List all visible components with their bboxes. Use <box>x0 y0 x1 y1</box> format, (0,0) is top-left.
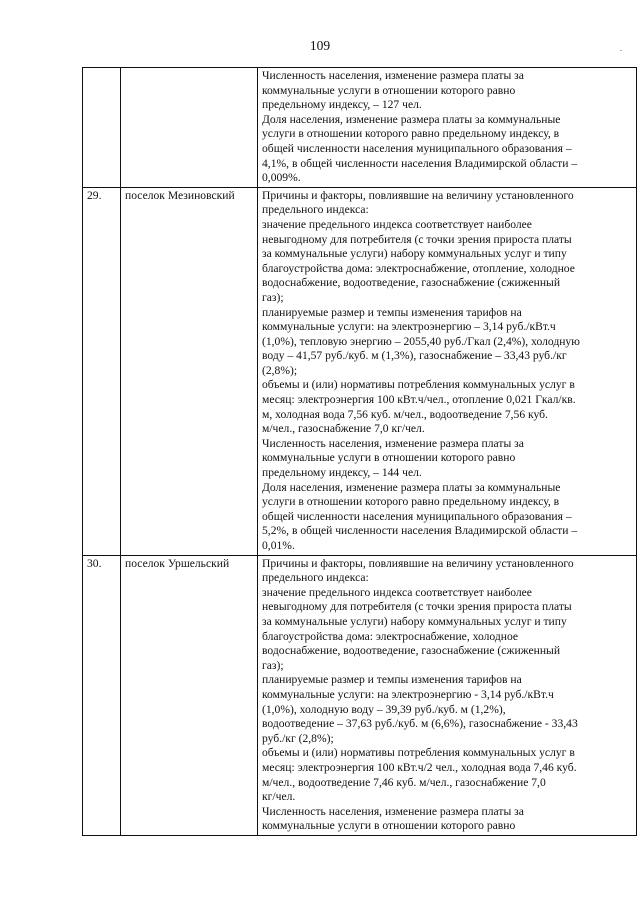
description-paragraph <box>262 437 633 481</box>
text-line: м, холодная вода 7,56 куб. м/чел., водоотведение 7,56 куб. <box>262 407 548 421</box>
text-line: услуги в отношении которого равно предельному индексу, в <box>262 495 560 509</box>
text-line: коммунальные услуги в отношении которого равно <box>262 819 516 833</box>
text-line: руб./кг (2,8%); <box>262 731 334 745</box>
text-line: водоснабжение, водоотведение, газоснабжение (сжиженный <box>262 644 561 658</box>
text-line: 5,2%, в общей численности населения Владимирской области – <box>262 524 578 538</box>
text-line: общей численности населения муниципального образования – <box>262 509 572 523</box>
text-line: благоустройства дома: электроснабжение, холодное <box>262 629 519 643</box>
description-paragraph <box>262 673 633 746</box>
scan-mark: . <box>620 44 622 53</box>
text-line: м/чел., водоотведение 7,46 куб. м/чел., газоснабжение 7,0 <box>262 775 546 789</box>
text-line: (1,0%), холодную воду – 39,39 руб./куб. м (1,2%), <box>262 702 506 716</box>
description-paragraph <box>262 113 633 186</box>
description-paragraph <box>262 378 633 436</box>
text-line: (1,0%), тепловую энергию – 2055,40 руб./Гкал (2,4%), холодную <box>262 334 580 348</box>
text-line: Численность населения, изменение размера платы за <box>262 69 524 82</box>
text-line: Причины и факторы, повлиявшие на величину установленного <box>262 188 574 202</box>
text-line: коммунальные услуги: на электроэнергию - 3,14 руб./кВт.ч <box>262 687 554 701</box>
text-line: м/чел., газоснабжение 7,0 кг/чел. <box>262 422 425 436</box>
text-line: газ); <box>262 658 284 672</box>
description-paragraph <box>262 557 633 586</box>
row-number-cell: 30. <box>83 555 121 835</box>
text-line: воду – 41,57 руб./куб. м (1,3%), газоснабжение – 33,43 руб./кг <box>262 349 567 363</box>
tariff-index-table <box>82 67 637 836</box>
text-line: 0,009%. <box>262 171 301 185</box>
text-line: кг/чел. <box>262 790 296 804</box>
text-line: Причины и факторы, повлиявшие на величину установленного <box>262 556 574 570</box>
text-line: водоотведение – 37,63 руб./куб. м (6,6%), газоснабжение - 33,43 <box>262 717 578 731</box>
text-line: за коммунальные услуги) набору коммунальных услуг и типу <box>262 247 567 261</box>
description-paragraph <box>262 746 633 804</box>
settlement-name-cell <box>121 68 258 188</box>
text-line: общей численности населения муниципального образования – <box>262 141 572 155</box>
table-body <box>83 68 637 836</box>
text-line: Доля населения, изменение размера платы за коммунальные <box>262 112 561 126</box>
text-line: значение предельного индекса соответствует наиболее <box>262 585 532 599</box>
text-line: невыгодному для потребителя (с точки зрения прироста платы <box>262 600 572 614</box>
description-paragraph <box>262 805 633 834</box>
text-line: Численность населения, изменение размера платы за <box>262 804 524 818</box>
table-row <box>83 68 637 188</box>
table-row <box>83 187 637 555</box>
text-line: 0,01%. <box>262 539 295 552</box>
description-paragraph <box>262 481 633 554</box>
text-line: невыгодному для потребителя (с точки зрения прироста платы <box>262 232 572 246</box>
page-number: 109 <box>309 38 331 53</box>
description-cell <box>258 555 637 835</box>
text-line: планируемые размер и темпы изменения тарифов на <box>262 305 522 319</box>
settlement-name-cell: поселок Мезиновский <box>121 187 258 555</box>
text-line: водоснабжение, водоотведение, газоснабжение (сжиженный <box>262 276 561 290</box>
text-line: предельному индексу, – 144 чел. <box>262 466 422 480</box>
description-paragraph <box>262 189 633 218</box>
text-line: за коммунальные услуги) набору коммунальных услуг и типу <box>262 614 567 628</box>
text-line: предельному индексу, – 127 чел. <box>262 98 422 112</box>
description-paragraph <box>262 306 633 379</box>
table-row <box>83 555 637 835</box>
settlement-name-cell: поселок Уршельский <box>121 555 258 835</box>
text-line: планируемые размер и темпы изменения тарифов на <box>262 673 522 687</box>
text-line: месяц: электроэнергия 100 кВт.ч/2 чел., холодная вода 7,46 куб. <box>262 760 577 774</box>
description-paragraph <box>262 69 633 113</box>
description-paragraph <box>262 586 633 674</box>
text-line: услуги в отношении которого равно предельному индексу, в <box>262 127 560 141</box>
description-paragraph <box>262 218 633 306</box>
text-line: благоустройства дома: электроснабжение, отопление, холодное <box>262 261 575 275</box>
text-line: (2,8%); <box>262 363 298 377</box>
text-line: предельного индекса: <box>262 571 369 585</box>
description-cell <box>258 187 637 555</box>
row-number-cell <box>83 68 121 188</box>
text-line: месяц: электроэнергия 100 кВт.ч/чел., отопление 0,021 Гкал/кв. <box>262 393 576 407</box>
text-line: 4,1%, в общей численности населения Владимирской области – <box>262 156 578 170</box>
text-line: Доля населения, изменение размера платы за коммунальные <box>262 480 561 494</box>
text-line: газ); <box>262 290 284 304</box>
text-line: объемы и (или) нормативы потребления коммунальных услуг в <box>262 746 575 760</box>
text-line: объемы и (или) нормативы потребления коммунальных услуг в <box>262 378 575 392</box>
row-number-cell: 29. <box>83 187 121 555</box>
text-line: коммунальные услуги: на электроэнергию – 3,14 руб./кВт.ч <box>262 320 556 334</box>
text-line: значение предельного индекса соответствует наиболее <box>262 217 532 231</box>
text-line: Численность населения, изменение размера платы за <box>262 436 524 450</box>
text-line: коммунальные услуги в отношении которого равно <box>262 451 516 465</box>
description-cell <box>258 68 637 188</box>
text-line: предельного индекса: <box>262 203 369 217</box>
text-line: коммунальные услуги в отношении которого равно <box>262 83 516 97</box>
